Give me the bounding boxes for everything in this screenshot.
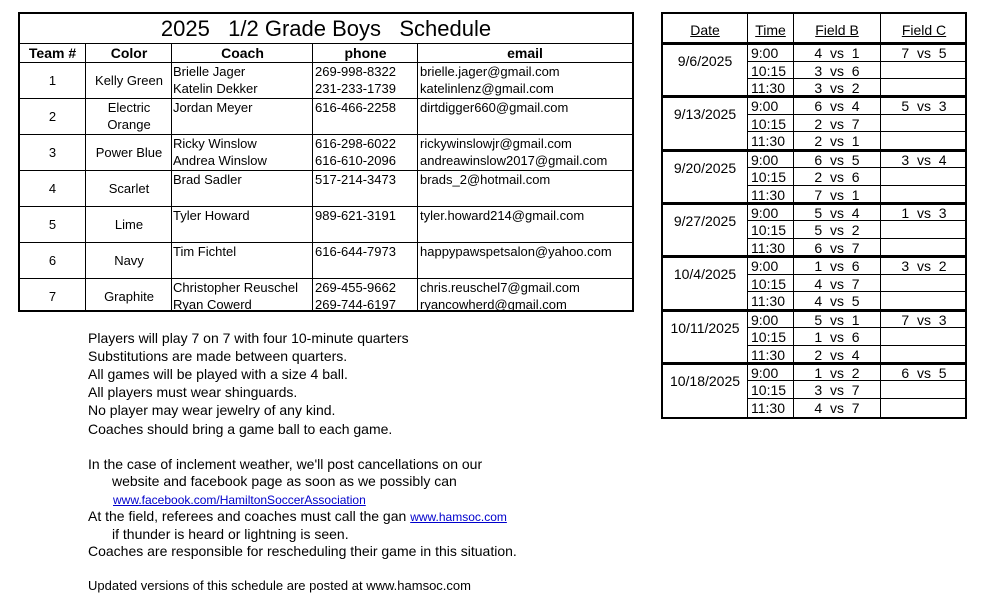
team-number: 2 [48, 109, 57, 124]
game-time: 9:00 [751, 258, 779, 275]
game-time: 10:15 [751, 382, 787, 399]
game-time: 9:00 [751, 364, 779, 381]
field-b-match: 4 vs 7 [814, 399, 860, 416]
coach-email: happypawspetsalon@yahoo.com [420, 244, 612, 259]
game-date: 10/11/2025 [670, 319, 740, 336]
field-b-match: 1 vs 2 [814, 364, 860, 381]
field-b-match: 6 vs 5 [814, 151, 860, 168]
header-phone: phone [344, 45, 387, 61]
game-date: 9/13/2025 [673, 106, 737, 123]
rule-line: Players will play 7 on 7 with four 10-minute quarters [88, 330, 409, 346]
coach-name: Ricky Winslow [173, 136, 257, 151]
field-b-match: 4 vs 1 [814, 45, 860, 61]
coach-name: Tim Fichtel [173, 244, 237, 259]
coach-email: katelinlenz@gmail.com [420, 81, 554, 96]
team-color: Orange [107, 117, 151, 132]
coach-name: Jordan Meyer [173, 100, 253, 115]
game-time: 11:30 [751, 80, 785, 96]
updated-note: Updated versions of this schedule are posted at www.hamsoc.com [88, 578, 471, 593]
header-field-c: Field C [901, 22, 947, 38]
game-time: 10:15 [751, 62, 787, 79]
header-time: Time [755, 22, 786, 38]
thunder-note: if thunder is heard or lightning is seen. [112, 526, 349, 542]
game-date: 10/4/2025 [673, 266, 737, 283]
team-color: Navy [114, 253, 144, 268]
coach-email: chris.reuschel7@gmail.com [420, 280, 580, 295]
weather-note: website and facebook page as soon as we possibly can [112, 473, 457, 489]
field-b-match: 5 vs 1 [814, 311, 860, 328]
coach-name: Brad Sadler [173, 172, 242, 187]
coach-name: Katelin Dekker [173, 81, 258, 96]
coach-phone: 616-298-6022 [315, 136, 396, 151]
field-b-match: 6 vs 4 [814, 98, 860, 115]
header-field-b: Field B [815, 22, 859, 38]
game-date: 9/27/2025 [673, 212, 737, 229]
game-time: 11:30 [751, 186, 785, 203]
team-number: 4 [48, 181, 57, 196]
field-b-match: 5 vs 2 [814, 222, 860, 239]
game-time: 10:15 [751, 169, 787, 186]
weather-note: In the case of inclement weather, we'll post cancellations on our [88, 456, 483, 472]
game-date: 10/18/2025 [669, 372, 741, 389]
field-c-match: 3 vs 2 [901, 258, 947, 275]
field-b-match: 3 vs 6 [814, 62, 860, 79]
field-c-match: 1 vs 3 [901, 204, 947, 221]
facebook-link[interactable]: www.facebook.com/HamiltonSoccerAssociation [113, 493, 366, 507]
coach-phone: 269-455-9662 [315, 280, 396, 295]
coach-email: ryancowherd@gmail.com [420, 297, 567, 312]
time-row-divider [747, 185, 965, 186]
field-c-match: 6 vs 5 [901, 364, 947, 381]
coach-name: Tyler Howard [173, 208, 250, 223]
game-time: 9:00 [751, 151, 779, 168]
game-schedule-table [661, 12, 967, 419]
field-c-match: 7 vs 5 [901, 45, 947, 61]
field-c-match: 7 vs 3 [901, 311, 947, 328]
coach-phone: 517-214-3473 [315, 172, 396, 187]
game-time: 11:30 [751, 133, 785, 150]
header-date: Date [690, 22, 720, 38]
field-b-match: 3 vs 2 [814, 80, 860, 96]
coach-name: Brielle Jager [173, 64, 246, 79]
coach-email: dirtdigger660@gmail.com [420, 100, 569, 115]
time-row-divider [747, 238, 965, 239]
rule-line: Coaches should bring a game ball to each game. [88, 421, 393, 437]
field-b-match: 2 vs 1 [814, 133, 860, 150]
field-b-match: 1 vs 6 [814, 329, 860, 345]
date-column-divider [747, 14, 748, 417]
field-c-match: 5 vs 3 [901, 98, 947, 115]
rule-line: All players must wear shinguards. [88, 384, 298, 400]
team-color: Electric [107, 100, 151, 115]
field-note-text: At the field, referees and coaches must call the gan [88, 508, 407, 524]
team-table [18, 12, 634, 312]
coach-phone: 231-233-1739 [315, 81, 396, 96]
field-b-match: 7 vs 1 [814, 186, 860, 203]
field-b-match: 5 vs 4 [814, 204, 860, 221]
coach-email: brielle.jager@gmail.com [420, 64, 560, 79]
game-date: 9/6/2025 [677, 53, 733, 69]
time-row-divider [747, 291, 965, 292]
game-time: 10:15 [751, 115, 787, 132]
field-b-match: 1 vs 6 [814, 258, 860, 275]
team-color: Scarlet [108, 181, 150, 196]
game-time: 10:15 [751, 222, 787, 239]
rule-line: Substitutions are made between quarters. [88, 348, 348, 364]
time-row-divider [747, 78, 965, 79]
team-color: Kelly Green [95, 73, 163, 88]
header-email: email [507, 45, 543, 61]
field-b-match: 2 vs 4 [814, 346, 860, 363]
game-time: 9:00 [751, 204, 779, 221]
coach-email: rickywinslowjr@gmail.com [420, 136, 572, 151]
field-b-match: 4 vs 7 [814, 275, 860, 292]
rule-line: All games will be played with a size 4 ball. [88, 366, 348, 382]
game-time: 10:15 [751, 329, 787, 345]
game-time: 11:30 [751, 293, 785, 310]
game-time: 11:30 [751, 346, 785, 363]
game-time: 10:15 [751, 275, 787, 292]
coach-name: Ryan Cowerd [173, 297, 252, 312]
team-number: 6 [48, 253, 57, 268]
time-row-divider [747, 345, 965, 346]
team-number: 1 [48, 73, 57, 88]
field-note [88, 507, 507, 526]
game-time: 11:30 [751, 399, 785, 416]
schedule-title: 2025 1/2 Grade Boys Schedule [20, 14, 632, 44]
time-row-divider [747, 398, 965, 399]
team-color: Graphite [104, 289, 154, 304]
game-date: 9/20/2025 [673, 159, 737, 176]
coach-phone: 616-466-2258 [315, 100, 396, 115]
field-b-match: 6 vs 7 [814, 239, 860, 256]
rule-line: No player may wear jewelry of any kind. [88, 402, 336, 418]
coach-name: Andrea Winslow [173, 153, 267, 168]
coach-name: Christopher Reuschel [173, 280, 299, 295]
coach-phone: 269-998-8322 [315, 64, 396, 79]
coach-email: brads_2@hotmail.com [420, 172, 551, 187]
header-team: Team # [28, 45, 77, 61]
game-time: 9:00 [751, 45, 779, 61]
time-row-divider [747, 131, 965, 132]
team-number: 5 [48, 217, 57, 232]
field-b-match: 2 vs 7 [814, 115, 860, 132]
team-color: Power Blue [95, 145, 163, 160]
coach-phone: 269-744-6197 [315, 297, 396, 312]
field-b-match: 2 vs 6 [814, 169, 860, 186]
header-color: Color [110, 45, 148, 61]
field-b-match: 4 vs 5 [814, 293, 860, 310]
team-number: 3 [48, 145, 57, 160]
team-color: Lime [114, 217, 144, 232]
team-number: 7 [48, 289, 57, 304]
coach-phone: 616-644-7973 [315, 244, 396, 259]
website-link[interactable]: www.hamsoc.com [410, 510, 507, 524]
coach-phone: 989-621-3191 [315, 208, 396, 223]
game-time: 9:00 [751, 311, 779, 328]
header-coach: Coach [221, 45, 264, 61]
game-time: 11:30 [751, 239, 785, 256]
game-time: 9:00 [751, 98, 779, 115]
reschedule-note: Coaches are responsible for rescheduling their game in this situation. [88, 543, 517, 559]
coach-email: tyler.howard214@gmail.com [420, 208, 585, 223]
coach-email: andreawinslow2017@gmail.com [420, 153, 608, 168]
coach-phone: 616-610-2096 [315, 153, 396, 168]
field-b-match: 3 vs 7 [814, 382, 860, 399]
field-c-match: 3 vs 4 [901, 151, 947, 168]
